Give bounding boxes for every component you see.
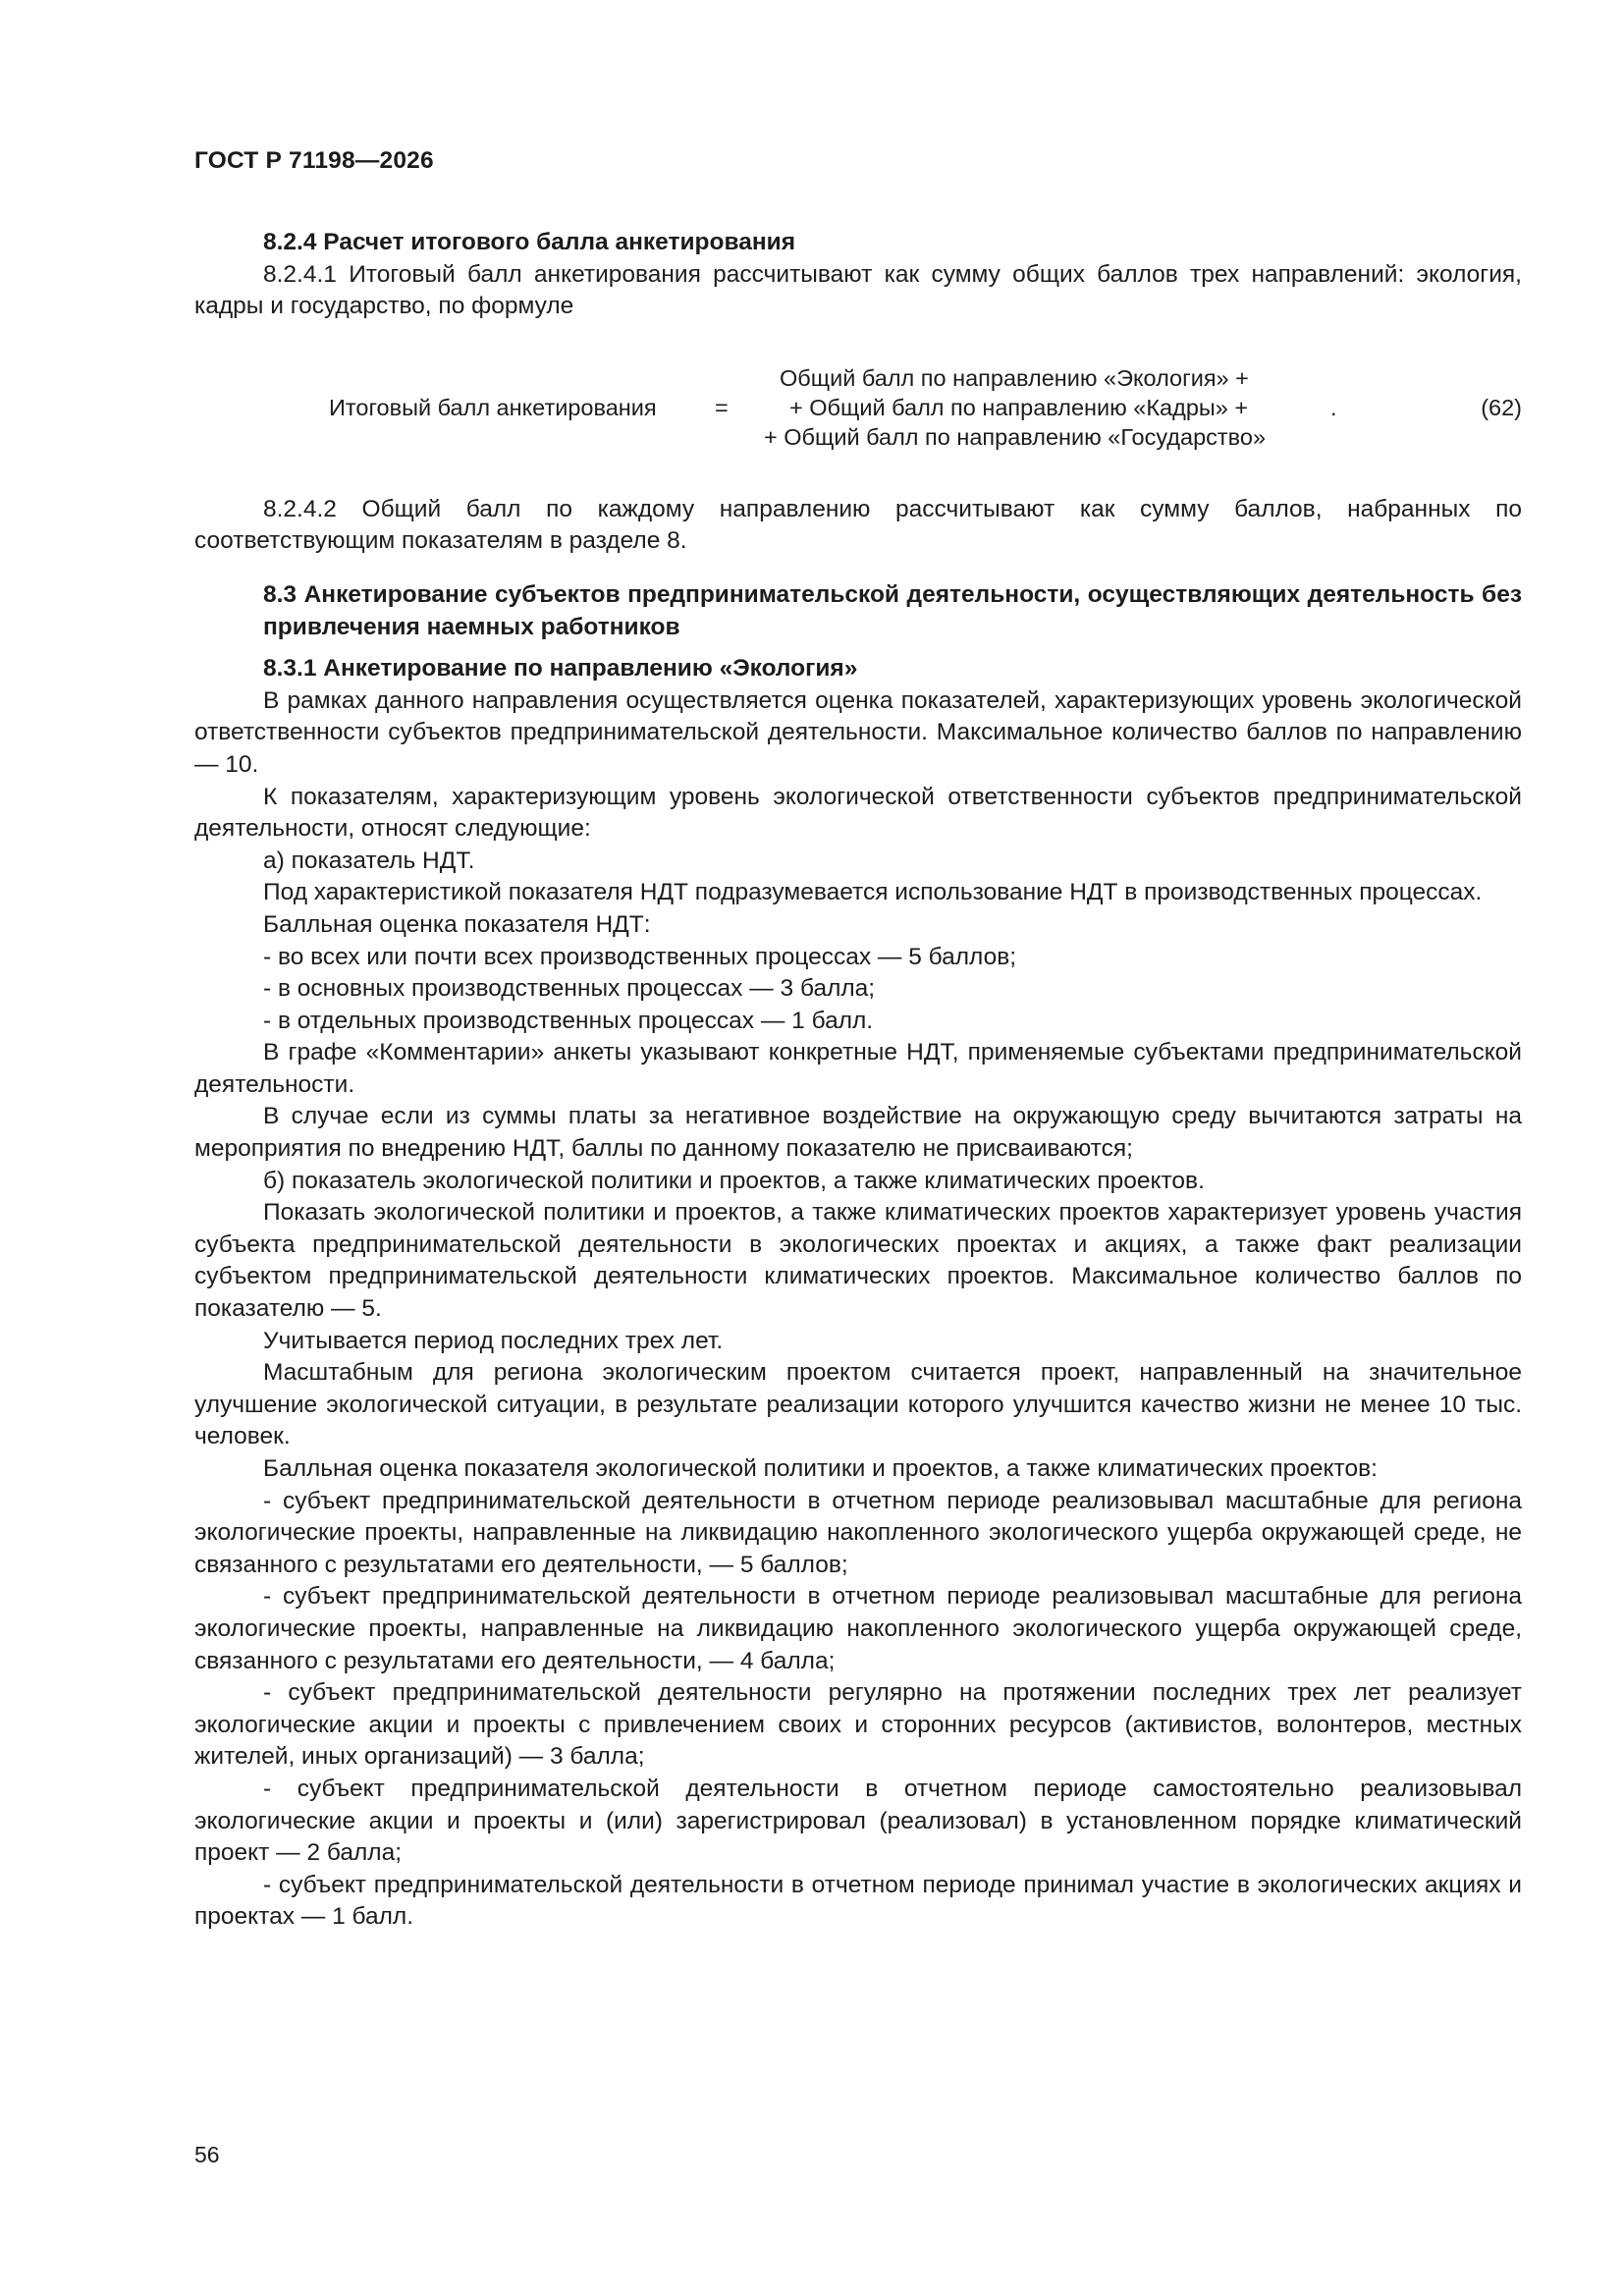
list-item: - субъект предпринимательской деятельности регулярно на протяжении последних трех лет реализует экологические акции и проекты с привлечением своих и сторонних ресурсов (активистов, волонтеров, местных жителей, иных организаций) — 3 балла; <box>194 1679 1522 1771</box>
list-item-a: а) показатель НДТ. <box>263 847 475 874</box>
paragraph-8-2-4-2: 8.2.4.2 Общий балл по каждому направлению рассчитывают как сумму баллов, набранных по соответствующим показателям в разделе 8. <box>194 495 1522 555</box>
list-item: - субъект предпринимательской деятельности в отчетном периоде принимал участие в экологических акциях и проектах — 1 балл. <box>194 1871 1522 1931</box>
paragraph: В рамках данного направления осуществляется оценка показателей, характеризующих уровень экологической ответственности субъектов предпринимательской деятельности. Максимальное количество баллов по направлению — 10. <box>194 686 1522 778</box>
document-page <box>194 0 1522 2296</box>
list-item: - в основных производственных процессах — 3 балла; <box>263 975 876 1003</box>
formula-period: . <box>1330 394 1337 420</box>
page-number: 56 <box>194 2142 220 2167</box>
paragraph: Учитывается период последних трех лет. <box>263 1327 724 1354</box>
list-item: - субъект предпринимательской деятельности в отчетном периоде реализовывал масштабные для региона экологические проекты, направленные на ликвидацию накопленного экологического ущерба окружающей среде, связанного с результатами его деятельности, — 4 балла; <box>194 1583 1522 1674</box>
paragraph: Под характеристикой показателя НДТ подразумевается использование НДТ в производственных процессах. <box>263 879 1483 906</box>
paragraph: В случае если из суммы платы за негативное воздействие на окружающую среду вычитаются затраты на мероприятия по внедрению НДТ, баллы по данному показателю не присваиваются; <box>194 1103 1522 1163</box>
document-body <box>194 227 1522 1934</box>
formula-line-1: Общий балл по направлению «Экология» + <box>780 364 1249 391</box>
paragraph: Балльная оценка показателя НДТ: <box>263 910 651 938</box>
section-8-2-4-heading: 8.2.4 Расчет итогового балла анкетирования <box>263 229 795 255</box>
formula-line-2: + Общий балл по направлению «Кадры» + <box>789 394 1249 420</box>
list-item: - субъект предпринимательской деятельности в отчетном периоде реализовывал масштабные для региона экологические проекты, направленные на ликвидацию накопленного экологического ущерба окружающей среде, не связанного с результатами его деятельности, — 5 баллов; <box>194 1487 1522 1578</box>
paragraph: Балльная оценка показателя экологической политики и проектов, а также климатических проектов: <box>263 1455 1378 1482</box>
document-code-header: ГОСТ Р 71198—2026 <box>194 147 434 174</box>
list-item: - во всех или почти всех производственных процессах — 5 баллов; <box>263 943 1017 970</box>
formula-lhs: Итоговый балл анкетирования <box>329 394 657 420</box>
paragraph: В графе «Комментарии» анкеты указывают конкретные НДТ, применяемые субъектами предпринимательской деятельности. <box>194 1039 1522 1098</box>
paragraph: Показать экологической политики и проектов, а также климатических проектов характеризует уровень участия субъекта предпринимательской деятельности в экологических проектах и акциях, а также факт реализации субъектом предпринимательской деятельности климатических проектов. Максимальное количество баллов по показателю — 5. <box>194 1199 1522 1323</box>
formula-line-3: + Общий балл по направлению «Государство» <box>764 423 1267 450</box>
list-item-b: б) показатель экологической политики и проектов, а также климатических проектов. <box>263 1167 1205 1194</box>
section-8-3-1-heading: 8.3.1 Анкетирование по направлению «Экология» <box>263 655 858 683</box>
paragraph: Масштабным для региона экологическим проектом считается проект, направленный на значительное улучшение экологической ситуации, в результате реализации которого улучшится качество жизни не менее 10 тыс. человек. <box>194 1359 1522 1450</box>
formula-equals: = <box>715 394 729 420</box>
section-8-3-heading: 8.3 Анкетирование субъектов предпринимательской деятельности, осуществляющих деятельность без привлечения наемных работников <box>263 580 1522 640</box>
formula-62 <box>194 356 1522 459</box>
list-item: - в отдельных производственных процессах — 1 балл. <box>263 1007 874 1034</box>
paragraph-8-2-4-1: 8.2.4.1 Итоговый балл анкетирования рассчитывают как сумму общих баллов трех направлений: экология, кадры и государство, по формуле <box>194 260 1522 320</box>
paragraph: К показателям, характеризующим уровень экологической ответственности субъектов предпринимательской деятельности, относят следующие: <box>194 783 1522 843</box>
formula-number: (62) <box>1481 394 1522 420</box>
list-item: - субъект предпринимательской деятельности в отчетном периоде самостоятельно реализовывал экологические акции и проекты и (или) зарегистрировал (реализовал) в установленном порядке климатический проект — 2 балла; <box>194 1775 1522 1867</box>
